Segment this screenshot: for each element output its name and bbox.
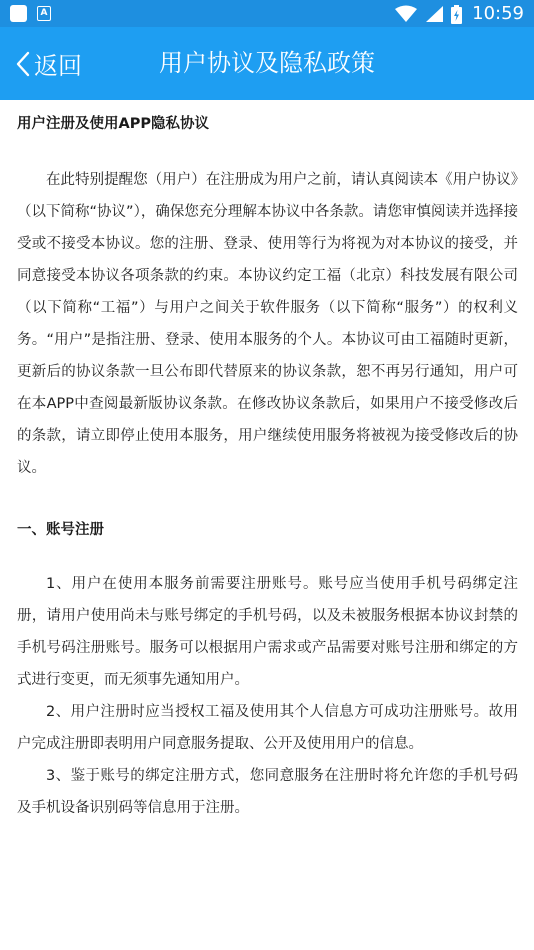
clause-paragraph: 3、鉴于账号的绑定注册方式，您同意服务在注册时将允许您的手机号码及手机设备识别码等信息用于注册。 [17, 768, 518, 816]
status-bar [0, 0, 534, 27]
intro-paragraph: 在此特别提醒您（用户）在注册成为用户之前，请认真阅读本《用户协议》（以下简称“协议”），确保您充分理解本协议中各条款。请您审慎阅读并选择接受或不接受本协议。您的注册、登录、使用等行为将视为对本协议的接受，并同意接受本协议各项条款的约束。本协议约定工福（北京）科技发展有限公司（以下简称“工福”）与用户之间关于软件服务（以下简称“服务”）的权利义务。“用户”是指注册、登录、使用本服务的个人。本协议可由工福随时更新，更新后的协议条款一旦公布即代替原来的协议条款，恕不再另行通知，用户可在本APP中查阅最新版协议条款。在修改协议条款后，如果用户不接受修改后的条款，请立即停止使用本服务，用户继续使用服务将被视为接受修改后的协议。 [17, 172, 518, 476]
app-bar [0, 27, 534, 100]
back-button[interactable] [16, 27, 82, 100]
section-heading-account-registration: 一、账号注册 [17, 522, 104, 538]
page-title: 用户协议及隐私政策 [159, 49, 375, 77]
a-letter-icon: A [37, 6, 51, 21]
document-heading: 用户注册及使用APP隐私协议 [17, 116, 209, 132]
back-label: 返回 [34, 52, 82, 80]
agreement-content[interactable] [0, 100, 534, 950]
signal-icon [425, 5, 443, 23]
clause-paragraph: 2、用户注册时应当授权工福及使用其个人信息方可成功注册账号。故用户完成注册即表明用户同意服务提取、公开及使用用户的信息。 [17, 704, 518, 752]
clause-paragraph: 1、用户在使用本服务前需要注册账号。账号应当使用手机号码绑定注册，请用户使用尚未与账号绑定的手机号码，以及未被服务根据本协议封禁的手机号码注册账号。服务可以根据用户需求或产品需要对账号注册和绑定的方式进行变更，而无须事先通知用户。 [17, 576, 518, 688]
status-clock: 10:59 [472, 3, 524, 24]
battery-icon [451, 5, 462, 24]
chevron-left-icon [16, 51, 34, 77]
wifi-icon [395, 5, 417, 23]
app-square-icon [10, 5, 27, 22]
